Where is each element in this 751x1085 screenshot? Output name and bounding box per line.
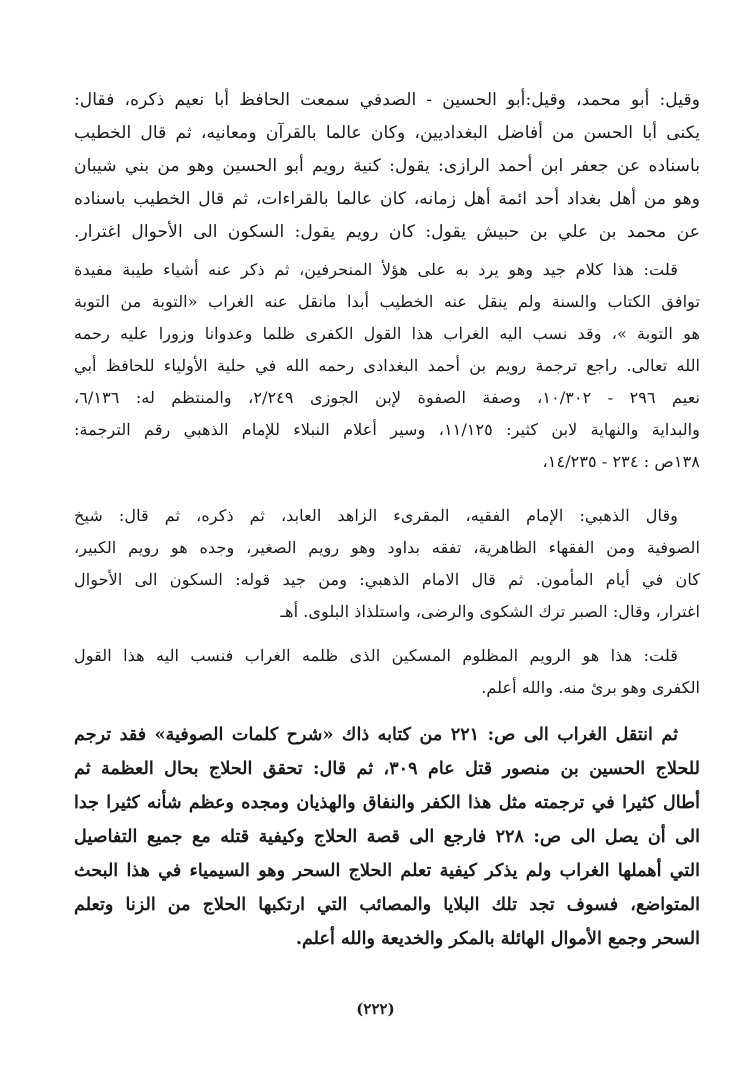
text-line: أطال كثيرا في ترجمته مثل هذا الكفر والنفاق والهذيان ومجده وعظم شأنه كثيرا جدا <box>74 792 700 813</box>
page-number: (٢٢٢) <box>356 1000 395 1018</box>
text-line: باسناده عن جعفر ابن أحمد الرازى: يقول: كنية رويم أبو الحسين وهو من بني شيبان <box>74 156 700 176</box>
text-line: الله تعالى. راجع ترجمة رويم بن أحمد البغدادى رحمه الله في حلية الأولياء للحافظ أبي <box>74 356 700 375</box>
page-body <box>74 84 700 956</box>
paragraph-4 <box>74 640 700 704</box>
text-line: وقيل: أبو محمد، وقيل:أبو الحسين - الصدفي سمعت الحافظ أبا نعيم ذكره، فقال: <box>74 90 700 110</box>
text-line: وقال الذهبي: الإمام الفقيه، المقرىء الزاهد العابد، ثم ذكره، ثم قال: شيخ <box>74 506 678 525</box>
text-line: السحر وجمع الأموال الهائلة بالمكر والخديعة والله أعلم. <box>295 928 700 949</box>
text-line: يكنى أبا الحسن من أفاضل البغداديين، وكان عالما بالقرآن ومعانيه، ثم قال الخطيب <box>74 123 700 143</box>
text-line: ١٣٨ص : ٢٣٤ - ١٤/٢٣٥، <box>542 452 700 471</box>
text-line: ثم انتقل الغراب الى ص: ٢٢١ من كتابه ذاك «شرح كلمات الصوفية» فقد ترجم <box>74 724 678 745</box>
text-line: الكفرى وهو برئ منه. والله أعلم. <box>481 678 700 697</box>
text-line: توافق الكتاب والسنة ولم ينقل عنه الخطيب أبدا مانقل عنه الغراب «التوبة من التوبة <box>74 292 700 311</box>
text-line: قلت: هذا كلام جيد وهو يرد به على هؤلأ المنحرفين، ثم ذكر عنه أشياء طيبة مفيدة <box>74 260 678 279</box>
text-line: عن محمد بن علي بن حبيش يقول: كان رويم يقول: السكون الى الأحوال اغترار. <box>74 222 700 242</box>
text-line: قلت: هذا هو الرويم المظلوم المسكين الذى ظلمه الغراب فنسب اليه هذا القول <box>74 646 678 665</box>
paragraph-3 <box>74 500 700 628</box>
text-line: اغترار، وقال: الصبر ترك الشكوى والرضى، واستلذاذ البلوى. أهـ <box>280 602 700 621</box>
paragraph-1 <box>74 84 700 249</box>
text-line: التي أهملها الغراب ولم يذكر كيفية تعلم الحلاج السحر وهو السيمياء في هذا البحث <box>74 860 700 881</box>
paragraph-2 <box>74 254 700 478</box>
text-line: المتواضع، فسوف تجد تلك البلايا والمصائب التي ارتكبها الحلاج من الزنا وتعلم <box>74 894 700 915</box>
text-line: هو التوبة »، وقد نسب اليه الغراب هذا القول الكفرى ظلما وعدوانا وزورا عليه رحمه <box>74 324 700 343</box>
text-line: كان في أيام المأمون. ثم قال الامام الذهبي: ومن جيد قوله: السكون الى الأحوال <box>74 570 700 589</box>
text-line: والبداية والنهاية لابن كثير: ١١/١٢٥، وسير أعلام النبلاء للإمام الذهبي رقم الترجمة: <box>74 420 700 439</box>
text-line: نعيم ٢٩٦ - ١٠/٣٠٢، وصفة الصفوة لإبن الجوزى ٢/٢٤٩، والمنتظم له: ٦/١٣٦، <box>74 388 700 407</box>
text-line: الى أن يصل الى ص: ٢٢٨ فارجع الى قصة الحلاج وكيفية قتله مع جميع التفاصيل <box>74 826 700 847</box>
text-line: وهو من أهل بغداد أحد ائمة أهل زمانه، كان عالما بالقراءات، ثم قال الخطيب باسناده <box>74 189 700 209</box>
text-line: للحلاج الحسين بن منصور قتل عام ٣٠٩، ثم قال: تحقق الحلاج بحال العظمة ثم <box>74 758 700 779</box>
text-line: الصوفية ومن الفقهاء الظاهرية، تفقه بداود وهو رويم الصغير، وجده هو رويم الكبير، <box>74 538 700 557</box>
paragraph-5 <box>74 718 700 956</box>
